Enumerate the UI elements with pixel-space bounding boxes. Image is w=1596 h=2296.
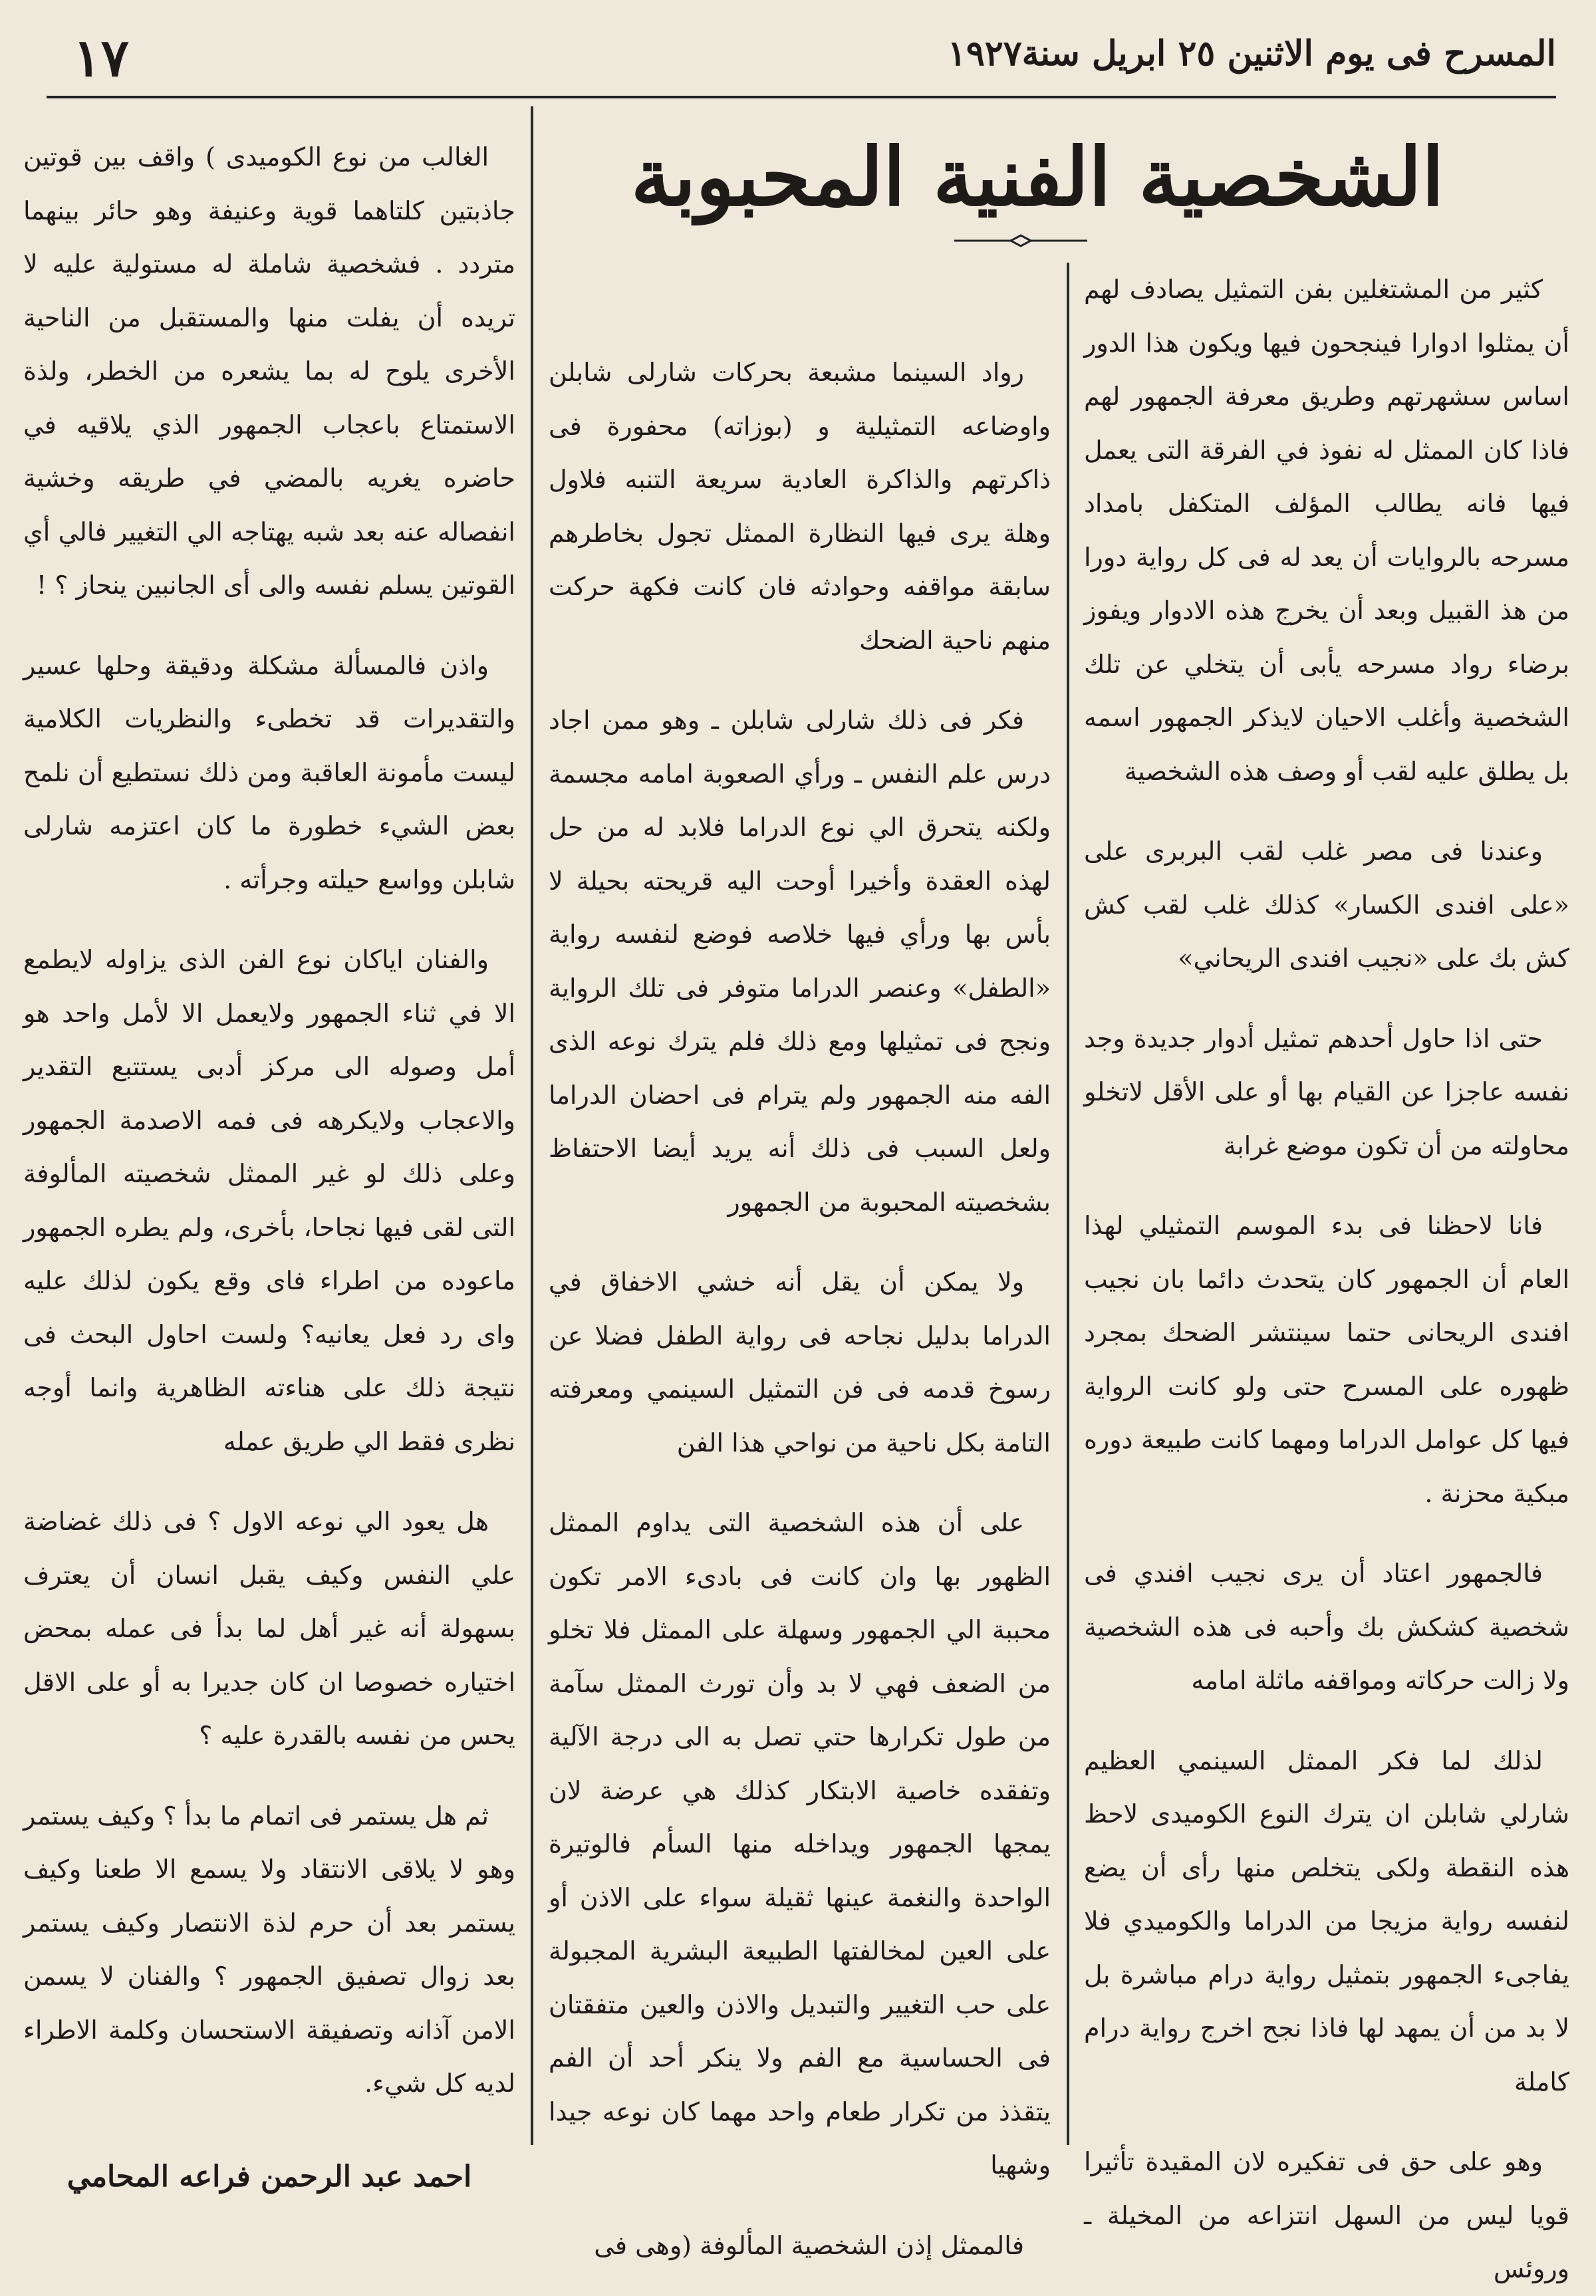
running-title: المسرح فى يوم الاثنين ٢٥ ابريل سنة١٩٢٧ bbox=[947, 33, 1556, 74]
paragraph: فانا لاحظنا فى بدء الموسم التمثيلي لهذا العام أن الجمهور كان يتحدث دائما بان نجيب افندى الريحانى حتما سينتشر الضحك بمجرد ظهوره على المسرح حتى ولو كانت الرواية فيها كل عوامل الدراما ومهما كانت طبيعة دوره مبكية محزنة . bbox=[1084, 1211, 1569, 1508]
paragraph: فالجمهور اعتاد أن يرى نجيب افندي فى شخصية كشكش بك وأحبه فى هذه الشخصية ولا زالت حركاته ومواقفه ماثلة امامه bbox=[1084, 1559, 1569, 1695]
paragraph: والفنان اياكان نوع الفن الذى يزاوله لايطمع الا في ثناء الجمهور ولايعمل الا لأمل واحد هو أمل وصوله الى مركز أدبى يستتبع التقدير والاعجاب ولايكرهه فى فمه الاصدمة الجمهور وعلى ذلك لو غير الممثل شخصيته المألوفة التى لقى فيها نجاحا، بأخرى، ولم يطره الجمهور ماعوده من اطراء فاى وقع يكون لذلك عليه واى رد فعل يعانيه؟ ولست احاول البحث فى نتيجة ذلك على هناءته الظاهرية وانما أوجه نظرى فقط الي طريق عمله bbox=[23, 945, 515, 1456]
paragraph: رواد السينما مشبعة بحركات شارلى شابلن واوضاعه التمثيلية و (بوزاته) محفورة فى ذاكرتهم والذاكرة العادية سريعة التنبه فلاول وهلة يرى فيها النظارة الممثل تجول بخاطرهم سابقة مواقفه وحوادثه فان كانت فكهة حركت منهم ناحية الضحك bbox=[549, 358, 1051, 655]
paragraph: الغالب من نوع الكوميدى ) واقف بين قوتين جاذبتين كلتاهما قوية وعنيفة وهو حائر بينهما متردد . فشخصية شاملة له مستولية عليه لا تريده أن يفلت منها والمستقبل من الناحية الأخرى يلوح له بما يشعره من الخطر، ولذة الاستمتاع باعجاب الجمهور الذي يلاقيه في حاضره يغريه بالمضي في طريقه وخشية انفصاله عنه بعد شبه يهتاجه الي التغيير فالي أي القوتين يسلم نفسه والى أى الجانبين ينحاز ؟ ! bbox=[23, 142, 515, 600]
paragraph: وهو على حق فى تفكيره لان المقيدة تأثيرا قويا ليس من السهل انتزاعه من المخيلة ـ وروئس bbox=[1084, 2147, 1569, 2283]
title-ornament-icon bbox=[951, 233, 1091, 249]
paragraph: ولا يمكن أن يقل أنه خشي الاخفاق في الدراما بدليل نجاحه فى رواية الطفل فضلا عن رسوخ قدمه فى فن التمثيل السينمي ومعرفته التامة بكل ناحية من نواحي هذا الفن bbox=[549, 1267, 1051, 1458]
column-rule bbox=[1067, 263, 1069, 2145]
paragraph: لذلك لما فكر الممثل السينمي العظيم شارلي شابلن ان يترك النوع الكوميدى لاحظ هذه النقطة ولكى يتخلص منها رأى أن يضع لنفسه رواية مزيجا من الدراما والكوميدي فلا يفاجىء الجمهور بتمثيل رواية درام مباشرة بل لا بد من أن يمهد لها فاذا نجح اخرج رواية درام كاملة bbox=[1084, 1745, 1569, 2097]
column-rule bbox=[531, 106, 533, 2145]
article-column-right bbox=[1084, 263, 1569, 2283]
page-number: ١٧ bbox=[73, 28, 129, 88]
paragraph: فالممثل إذن الشخصية المألوفة (وهى فى bbox=[594, 2230, 1024, 2260]
author-byline: احمد عبد الرحمن فراعه المحامي bbox=[66, 2159, 472, 2194]
paragraph: هل يعود الي نوعه الاول ؟ فى ذلك غضاضة علي النفس وكيف يقبل انسان أن يعترف بسهولة أنه غير أهل لما بدأ فى عمله بمحض اختياره خصوصا ان كان جديرا به أو على الاقل يحس من نفسه بالقدرة عليه ؟ bbox=[23, 1507, 515, 1750]
article-column-middle bbox=[549, 346, 1051, 2260]
paragraph: ثم هل يستمر فى اتمام ما بدأ ؟ وكيف يستمر وهو لا يلاقى الانتقاد ولا يسمع الا طعنا وكيف يستمر بعد أن حرم لذة الانتصار وكيف يستمر بعد زوال تصفيق الجمهور ؟ والفنان لا يسمن الامن آذانه وتصفيقة الاستحسان وكلمة الاطراء لديه كل شيء. bbox=[23, 1801, 515, 2098]
page-header bbox=[47, 23, 1556, 98]
paragraph: وعندنا فى مصر غلب لقب البربرى على «على افندى الكسار» كذلك غلب لقب كش كش بك على «نجيب افندى الريحاني» bbox=[1084, 836, 1569, 973]
article-title: الشخصية الفنية المحبوبة bbox=[630, 130, 1444, 224]
article-column-left bbox=[23, 130, 515, 2194]
paragraph: واذن فالمسألة مشكلة ودقيقة وحلها عسير والتقديرات قد تخطىء والنظريات الكلامية ليست مأمونة العاقبة ومن ذلك نستطيع أن نلمح بعض الشيء خطورة ما كان اعتزمه شارلى شابلن وواسع حيلته وجرأته . bbox=[23, 650, 515, 894]
paragraph: فكر فى ذلك شارلى شابلن ـ وهو ممن اجاد درس علم النفس ـ ورأي الصعوبة امامه مجسمة ولكنه يتحرق الي نوع الدراما فلابد له من حل لهذه العقدة وأخيرا أوحت اليه قريحته بحيلة لا بأس بها ورأي فيها خلاصه فوضع لنفسه رواية «الطفل» وعنصر الدراما متوفر فى تلك الرواية ونجح فى تمثيلها ومع ذلك فلم يترك نوعه الذى الفه منه الجمهور ولم يترام فى احضان الدراما ولعل السبب فى ذلك أنه يريد أيضا الاحتفاظ بشخصيته المحبوبة من الجمهور bbox=[549, 705, 1051, 1217]
paragraph: حتى اذا حاول أحدهم تمثيل أدوار جديدة وجد نفسه عاجزا عن القيام بها أو على الأقل لاتخلو محاولته من أن تكون موضع غرابة bbox=[1084, 1023, 1569, 1160]
paragraph: على أن هذه الشخصية التى يداوم الممثل الظهور بها وان كانت فى بادىء الامر تكون محببة الي الجمهور وسهلة على الممثل فلا تخلو من الضعف فهي لا بد وأن تورث الممثل سآمة من طول تكرارها حتي تصل به الى درجة الآلية وتفقده خاصية الابتكار كذلك هي عرضة لان يمجها الجمهور ويداخله منها السأم فالوتيرة الواحدة والنغمة عينها ثقيلة سواء على الاذن أو على العين لمخالفتها الطبيعة البشرية المجبولة على حب التغيير والتبديل والاذن والعين متفقتان فى الحساسية مع الفم ولا ينكر أحد أن الفم يتقذذ من تكرار طعام واحد مهما كان نوعه جيدا وشهيا bbox=[549, 1508, 1051, 2180]
paragraph: كثير من المشتغلين بفن التمثيل يصادف لهم أن يمثلوا ادوارا فينجحون فيها ويكون هذا الدور اساس سشهرتهم وطريق معرفة الجمهور لهم فاذا كان الممثل له نفوذ في الفرقة التى يعمل فيها فانه يطالب المؤلف المتكفل بامداد مسرحه بالروايات أن يعد له فى كل رواية دورا من هذ القبيل وبعد أن يخرج هذه الادوار ويفوز برضاء رواد مسرحه يأبى أن يتخلي عن تلك الشخصية وأغلب الاحيان لايذكر الجمهور اسمه بل يطلق عليه لقب أو وصف هذه الشخصية bbox=[1084, 275, 1569, 786]
